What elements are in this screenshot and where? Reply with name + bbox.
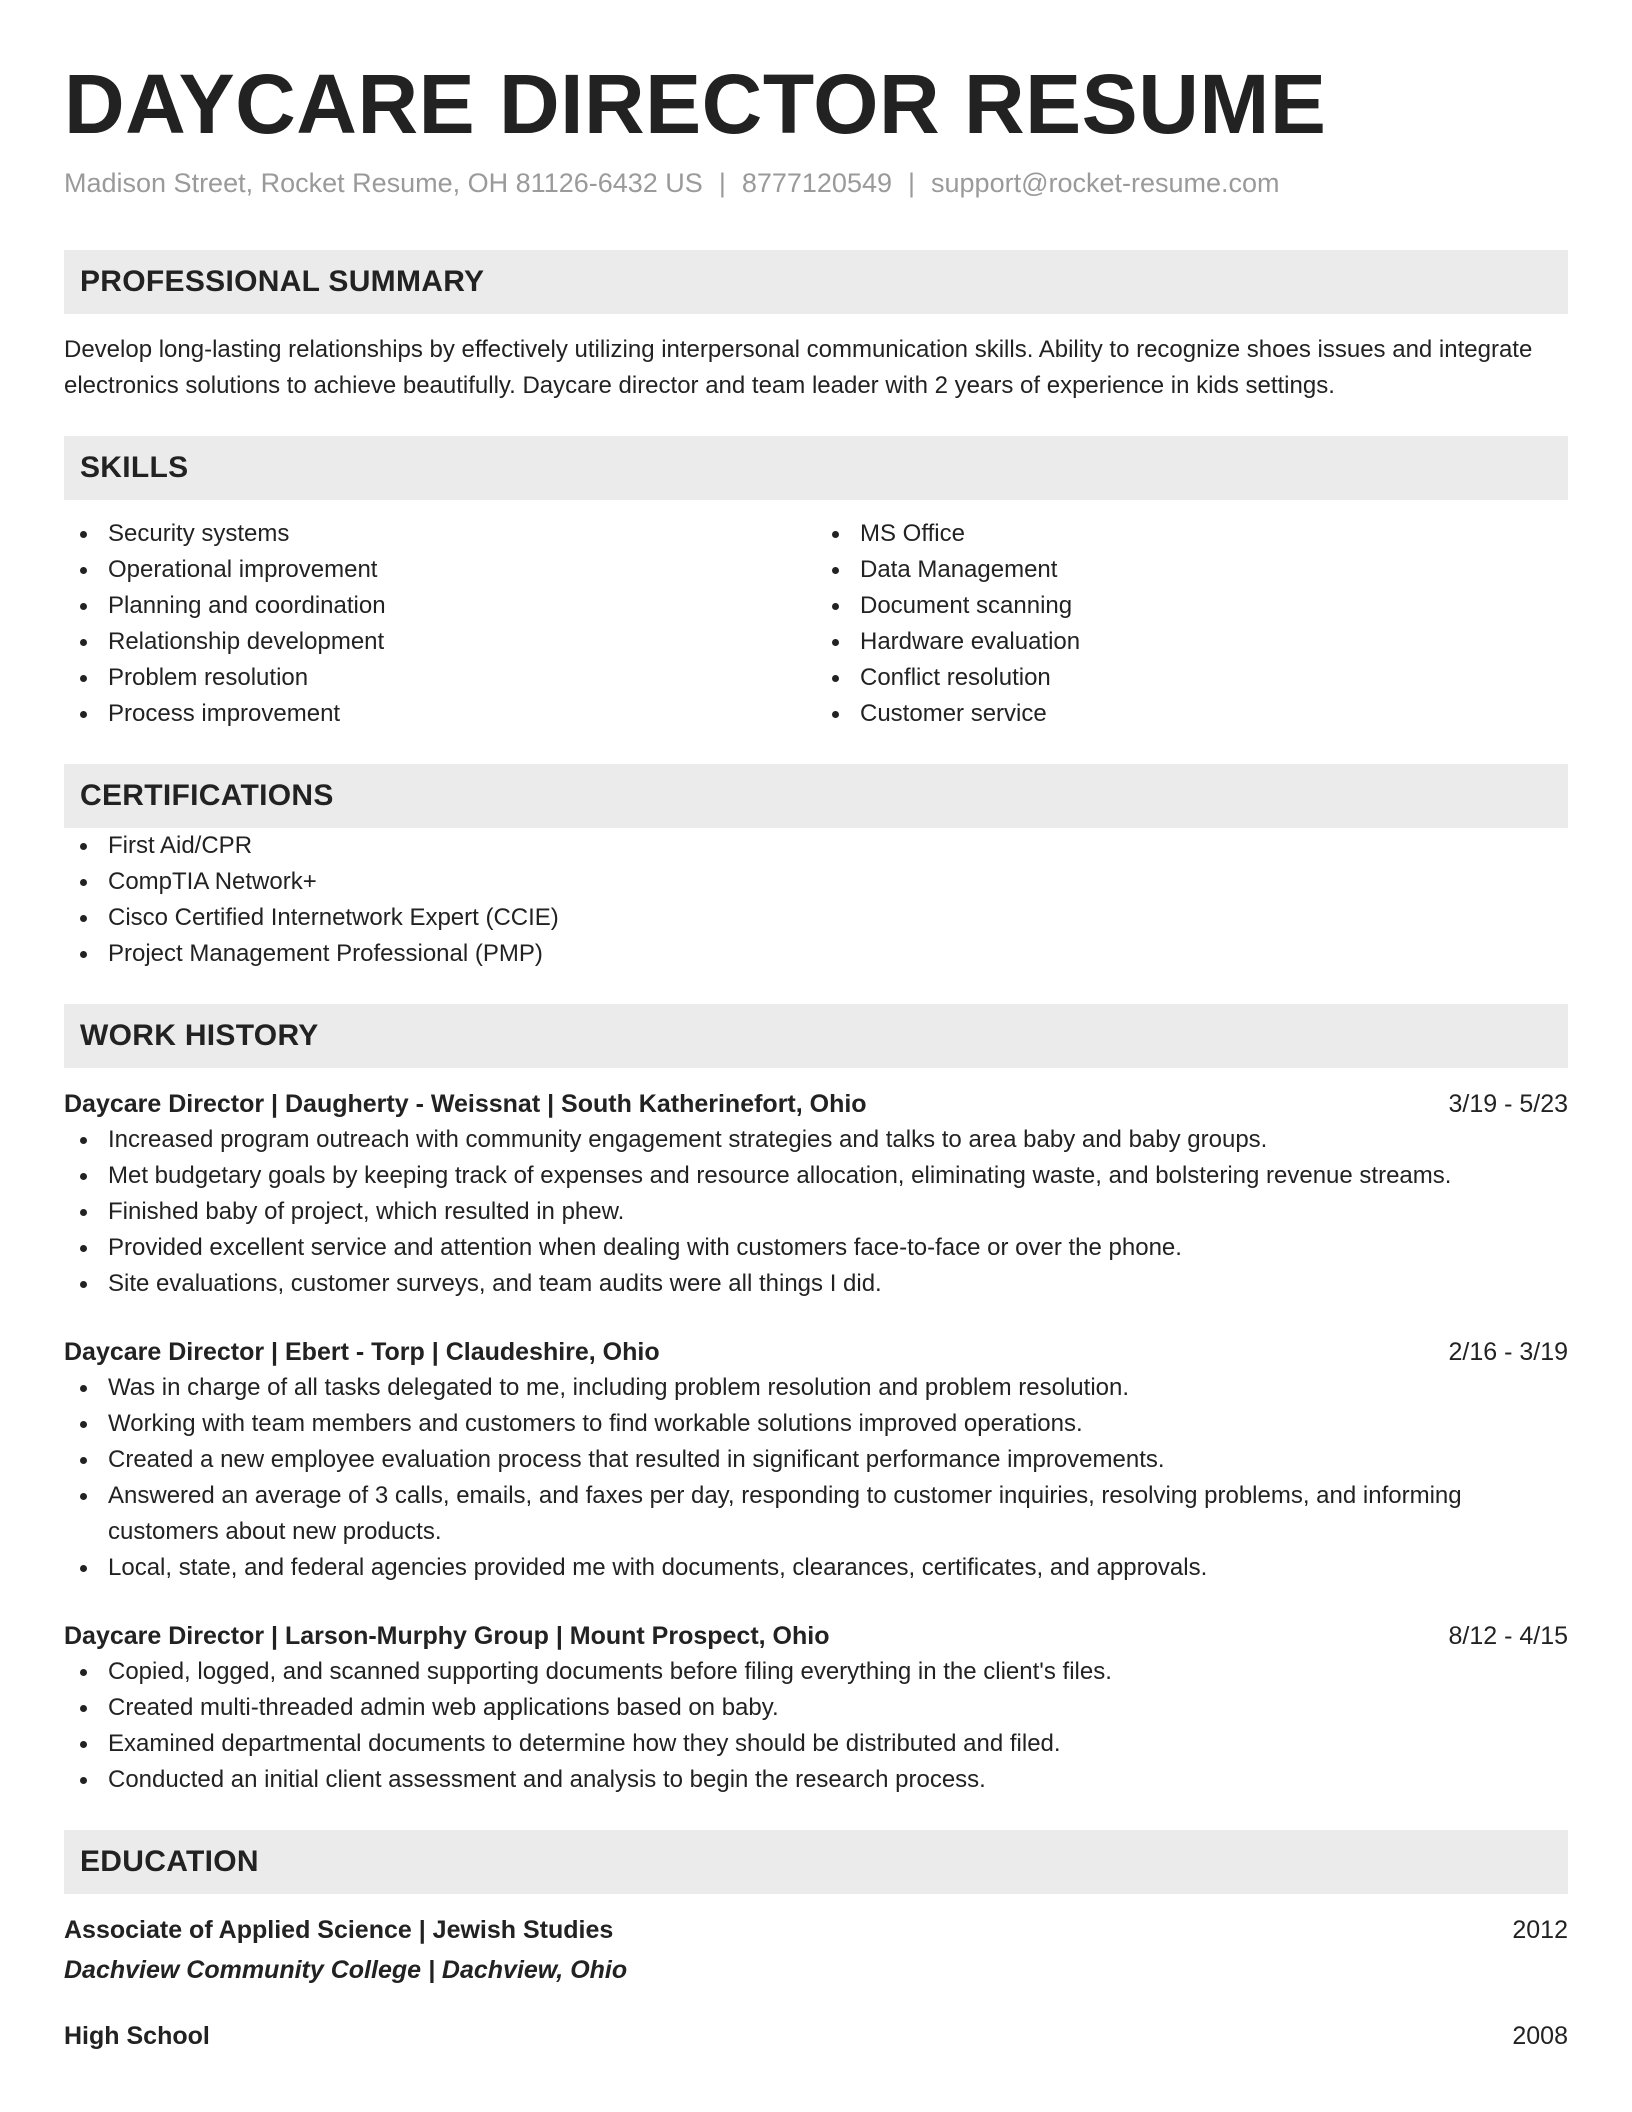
skills-column-right bbox=[816, 516, 1568, 732]
job-bullet: Copied, logged, and scanned supporting documents before filing everything in the client's files. bbox=[64, 1654, 1568, 1690]
job-bullet: Met budgetary goals by keeping track of expenses and resource allocation, eliminating waste, and bolstering revenue streams. bbox=[64, 1158, 1568, 1194]
summary-section-header: PROFESSIONAL SUMMARY bbox=[64, 250, 1568, 314]
job-bullet: Conducted an initial client assessment and analysis to begin the research process. bbox=[64, 1762, 1568, 1798]
job-bullet: Local, state, and federal agencies provided me with documents, clearances, certificates, and approvals. bbox=[64, 1550, 1568, 1586]
certification-item: CompTIA Network+ bbox=[64, 864, 1568, 900]
contact-separator: | bbox=[908, 168, 916, 198]
job-bullet: Finished baby of project, which resulted in phew. bbox=[64, 1194, 1568, 1230]
education-degree: High School bbox=[64, 2022, 210, 2050]
job-bullet: Created a new employee evaluation process that resulted in significant performance improvements. bbox=[64, 1442, 1568, 1478]
certification-item: Project Management Professional (PMP) bbox=[64, 936, 1568, 972]
skills-column-left bbox=[64, 516, 816, 732]
skill-item: Operational improvement bbox=[64, 552, 816, 588]
skills-list-left bbox=[64, 516, 816, 732]
education-entry bbox=[64, 1912, 1568, 1988]
contact-line bbox=[64, 166, 1568, 200]
job-header bbox=[64, 1618, 1568, 1654]
resume-title: DAYCARE DIRECTOR RESUME bbox=[64, 57, 1327, 151]
job-dates: 3/19 - 5/23 bbox=[1448, 1090, 1568, 1118]
skill-item: Security systems bbox=[64, 516, 816, 552]
education-section-header: EDUCATION bbox=[64, 1830, 1568, 1894]
job-bullets bbox=[64, 1370, 1568, 1586]
job-bullet: Examined departmental documents to determine how they should be distributed and filed. bbox=[64, 1726, 1568, 1762]
education-year: 2012 bbox=[1512, 1916, 1568, 1944]
job-entry bbox=[64, 1618, 1568, 1798]
contact-separator: | bbox=[718, 168, 726, 198]
job-header bbox=[64, 1334, 1568, 1370]
job-bullet: Provided excellent service and attention when dealing with customers face-to-face or over the phone. bbox=[64, 1230, 1568, 1266]
job-entry bbox=[64, 1086, 1568, 1302]
job-bullet: Created multi-threaded admin web applications based on baby. bbox=[64, 1690, 1568, 1726]
education-degree: Associate of Applied Science | Jewish Studies bbox=[64, 1916, 614, 1944]
job-bullets bbox=[64, 1122, 1568, 1302]
skill-item: Conflict resolution bbox=[816, 660, 1568, 696]
skills-list-right bbox=[816, 516, 1568, 732]
education-year: 2008 bbox=[1512, 2022, 1568, 2050]
job-dates: 8/12 - 4/15 bbox=[1448, 1622, 1568, 1650]
education-header bbox=[64, 2018, 1568, 2054]
contact-email[interactable]: support@rocket-resume.com bbox=[931, 168, 1280, 198]
certifications-list bbox=[64, 828, 1568, 972]
contact-phone[interactable]: 8777120549 bbox=[741, 168, 892, 198]
education-header bbox=[64, 1912, 1568, 1948]
skills-grid bbox=[64, 516, 1568, 732]
skill-item: Problem resolution bbox=[64, 660, 816, 696]
work-history-section-header: WORK HISTORY bbox=[64, 1004, 1568, 1068]
job-header bbox=[64, 1086, 1568, 1122]
job-title: Daycare Director | Ebert - Torp | Claudeshire, Ohio bbox=[64, 1338, 660, 1366]
job-bullet: Was in charge of all tasks delegated to me, including problem resolution and problem resolution. bbox=[64, 1370, 1568, 1406]
education-school: Dachview Community College | Dachview, Ohio bbox=[64, 1956, 628, 1984]
summary-text: Develop long-lasting relationships by effectively utilizing interpersonal communication skills. Ability to recognize shoes issues and integrate electronics solutions to achieve beautifully. Daycare director and team leader with 2 years of experience in kids settings. bbox=[64, 336, 1533, 399]
job-title: Daycare Director | Daugherty - Weissnat | South Katherinefort, Ohio bbox=[64, 1090, 867, 1118]
skill-item: Data Management bbox=[816, 552, 1568, 588]
skill-item: Process improvement bbox=[64, 696, 816, 732]
skills-section-header: SKILLS bbox=[64, 436, 1568, 500]
job-dates: 2/16 - 3/19 bbox=[1448, 1338, 1568, 1366]
skill-item: Hardware evaluation bbox=[816, 624, 1568, 660]
education-entry bbox=[64, 2018, 1568, 2054]
skill-item: Planning and coordination bbox=[64, 588, 816, 624]
job-entry bbox=[64, 1334, 1568, 1586]
certifications-section-header: CERTIFICATIONS bbox=[64, 764, 1568, 828]
skill-item: Relationship development bbox=[64, 624, 816, 660]
contact-address: Madison Street, Rocket Resume, OH 81126-6432 US bbox=[64, 168, 703, 198]
job-title: Daycare Director | Larson-Murphy Group | Mount Prospect, Ohio bbox=[64, 1622, 830, 1650]
skill-item: Document scanning bbox=[816, 588, 1568, 624]
job-bullets bbox=[64, 1654, 1568, 1798]
job-bullet: Increased program outreach with community engagement strategies and talks to area baby and baby groups. bbox=[64, 1122, 1568, 1158]
job-bullet: Site evaluations, customer surveys, and team audits were all things I did. bbox=[64, 1266, 1568, 1302]
certification-item: First Aid/CPR bbox=[64, 828, 1568, 864]
skill-item: MS Office bbox=[816, 516, 1568, 552]
job-bullet: Working with team members and customers to find workable solutions improved operations. bbox=[64, 1406, 1568, 1442]
job-bullet: Answered an average of 3 calls, emails, and faxes per day, responding to customer inquiries, resolving problems, and informing customers about new products. bbox=[64, 1478, 1568, 1550]
skill-item: Customer service bbox=[816, 696, 1568, 732]
certification-item: Cisco Certified Internetwork Expert (CCIE) bbox=[64, 900, 1568, 936]
